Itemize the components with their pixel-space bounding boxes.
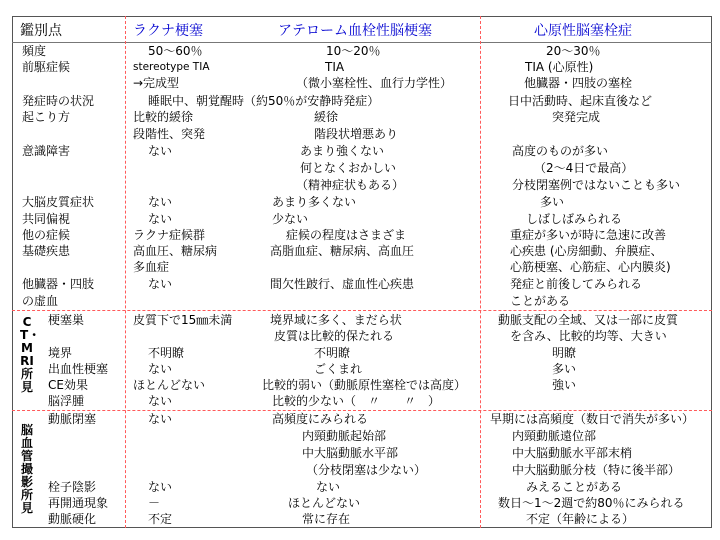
cardio-cell: （2～4日で最高） [534,161,634,175]
row-label: 共同偏視 [22,212,71,226]
lacunar-cell: 50～60％ [148,44,203,58]
cardio-cell: しばしばみられる [526,212,623,226]
lacunar-cell: ない [148,212,173,226]
row-label: 前駆症候 [22,60,71,74]
row-label: 動脈硬化 [48,512,97,526]
row-label: 発症時の状況 [22,94,95,108]
athero-cell: 内頸動脈起始部 [302,429,387,443]
row-label: CE効果 [48,378,88,392]
header-lacunar: ラクナ梗塞 [133,23,203,39]
section-divider-ct [12,310,712,311]
cardio-cell: 他臓器・四肢の塞栓 [524,76,633,90]
lacunar-cell: 比較的緩徐 [133,110,194,124]
cardio-cell: 20～30％ [546,44,601,58]
section-divider-angio [12,410,712,411]
athero-cell: 緩徐 [314,110,339,124]
cardio-cell: 多い [540,195,565,209]
lacunar-cell: ない [148,362,173,376]
row-label: 栓子陰影 [48,480,97,494]
athero-cell: 比較的少ない（ 〃 〃 ） [272,394,441,408]
athero-cell: 境界域に多く、まだら状 [270,313,402,327]
athero-cell: 階段状増悪あり [314,127,399,141]
row-label: 起こり方 [22,110,71,124]
athero-cell: 症候の程度はさまざま [286,228,407,242]
lacunar-cell: 皮質下で15㎜未満 [133,313,233,327]
cardio-cell: 高度のものが多い [512,144,609,158]
cardio-cell: 突発完成 [552,110,601,124]
athero-cell: ない [316,480,341,494]
athero-cell: 常に存在 [302,512,351,526]
lacunar-cell: 高血圧、糖尿病 [133,244,218,258]
lacunar-cell: ほとんどない [133,378,206,392]
athero-cell: 高脂血症、糖尿病、高血圧 [270,244,415,258]
lacunar-cell: 睡眠中、朝覚醒時（約50％が安静時発症） [148,94,380,108]
athero-cell: 不明瞭 [314,346,351,360]
athero-cell: 間欠性跛行、虚血性心疾患 [270,277,415,291]
lacunar-cell: ない [148,480,173,494]
lacunar-cell: 多血症 [133,260,170,274]
athero-cell: 皮質は比較的保たれる [274,329,395,343]
cardio-cell: 中大脳動脈水平部末梢 [512,446,633,460]
cardio-cell: 心疾患 (心房細動、弁膜症、 [510,244,663,258]
lacunar-cell: 不明瞭 [148,346,185,360]
athero-cell: あまり多くない [272,195,357,209]
header-cardioembolic: 心原性脳塞栓症 [534,23,632,39]
lacunar-cell: － [148,496,161,510]
lacunar-cell: ない [148,412,173,426]
row-label: 他臓器・四肢 [22,277,95,291]
row-label: 出血性梗塞 [48,362,109,376]
row-label: 梗塞巣 [48,313,85,327]
lacunar-cell: ラクナ症候群 [133,228,206,242]
cardio-cell: 中大脳動脈分枝（特に後半部） [512,463,681,477]
cardio-cell: 重症が多いが時に急速に改善 [510,228,667,242]
row-label: 頻度 [22,44,47,58]
lacunar-cell: ない [148,277,173,291]
angiography-section-label: 脳血管撮影所見 [20,423,33,515]
athero-cell: 何となくおかしい [300,161,397,175]
athero-cell: （精神症状もある） [296,178,405,192]
cardio-cell: 日中活動時、起床直後など [508,94,653,108]
cardio-cell: 早期には高頻度（数日で消失が多い） [490,412,695,426]
row-label: 他の症候 [22,228,71,242]
row-label: 脳浮腫 [48,394,85,408]
cardio-cell: 発症と前後してみられる [510,277,643,291]
lacunar-cell: ない [148,144,173,158]
row-label: 動脈閉塞 [48,412,97,426]
cardio-cell: ことがある [510,294,571,308]
row-label: 意識障害 [22,144,71,158]
cardio-cell: 分枝閉塞例ではないことも多い [512,178,681,192]
ct-mri-section-label: CT・MRI所見 [20,315,41,394]
athero-cell: 高頻度にみられる [272,412,369,426]
lacunar-cell: ない [148,394,173,408]
cardio-cell: を含み、比較的均等、大きい [510,329,667,343]
cardio-cell: 心筋梗塞、心筋症、心内膜炎) [510,260,671,274]
header-divider [12,42,712,43]
lacunar-cell: →完成型 [133,76,180,90]
cardio-cell: 明瞭 [552,346,577,360]
lacunar-cell: stereotype TIA [133,61,210,73]
cardio-cell: TIA (心原性) [525,60,594,74]
athero-cell: 比較的弱い（動脈原性塞栓では高度） [262,378,467,392]
cardio-cell: 強い [552,378,577,392]
column-divider [125,16,126,528]
cardio-cell: 内頸動脈遠位部 [512,429,597,443]
row-label: 再開通現象 [48,496,109,510]
row-label: 境界 [48,346,73,360]
athero-cell: あまり強くない [300,144,385,158]
row-label: の虚血 [22,294,59,308]
cardio-cell: 数日～1～2週で約80％にみられる [498,496,685,510]
athero-cell: 少ない [272,212,309,226]
cardio-cell: 動脈支配の全域、又は一部に皮質 [498,313,679,327]
athero-cell: ごくまれ [314,362,363,376]
cardio-cell: みえることがある [526,480,623,494]
cardio-cell: 不定（年齢による） [526,512,635,526]
athero-cell: 10～20％ [326,44,381,58]
column-divider [480,16,481,528]
cardio-cell: 多い [552,362,577,376]
row-label: 大脳皮質症状 [22,195,95,209]
lacunar-cell: ない [148,195,173,209]
row-label: 基礎疾患 [22,244,71,258]
lacunar-cell: 不定 [148,512,173,526]
header-criteria: 鑑別点 [20,23,62,39]
athero-cell: 中大脳動脈水平部 [302,446,399,460]
athero-cell: （分枝閉塞は少ない） [306,463,427,477]
athero-cell: ほとんどない [288,496,361,510]
header-atherothrombotic: アテローム血栓性脳梗塞 [278,23,432,39]
lacunar-cell: 段階性、突発 [133,127,206,141]
athero-cell: TIA [325,60,345,74]
athero-cell: （微小塞栓性、血行力学性） [296,76,453,90]
